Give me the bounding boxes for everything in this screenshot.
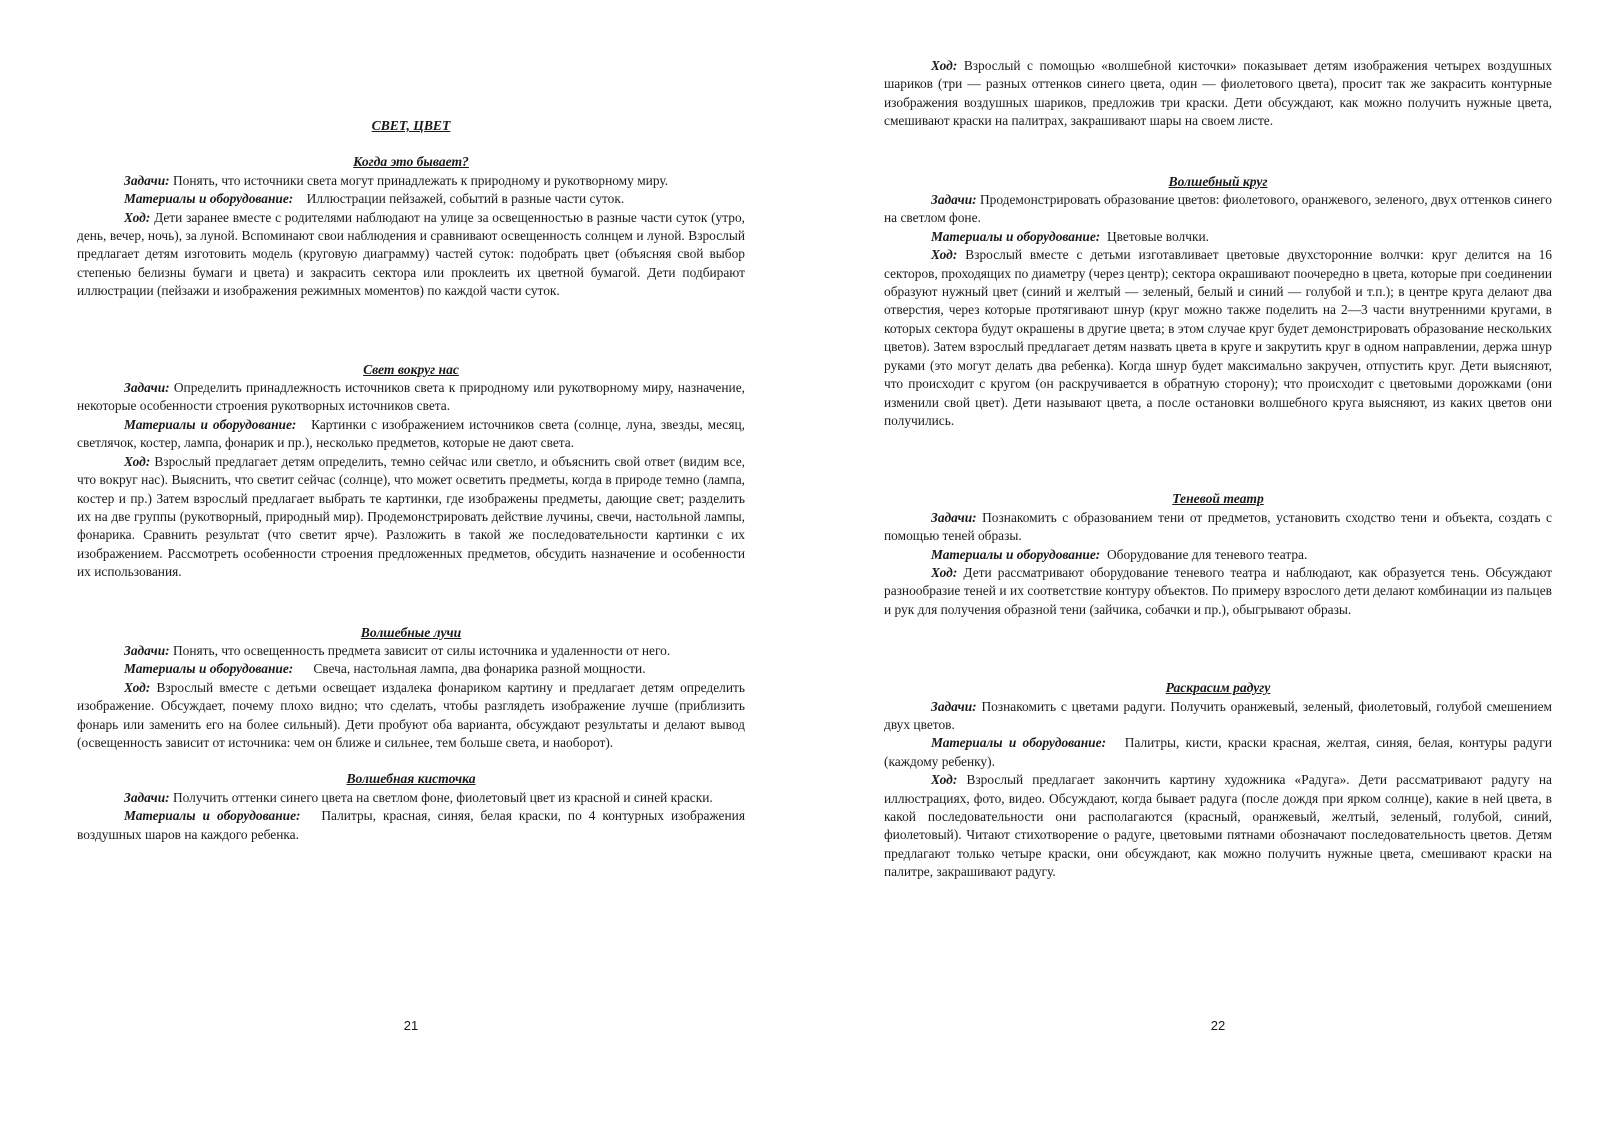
page-number: 22 <box>1210 1018 1226 1033</box>
tasks-paragraph <box>77 789 745 807</box>
procedure-paragraph <box>77 679 745 753</box>
procedure-text: Взрослый предлагает детям определить, темно сейчас или светло, и объяснить свой ответ (видим все, что вокруг нас). Выяснить, что светит сейчас (солнце), что может осветить предметы, когда в природе темно (лампа, костер и пр.) Затем взрослый предлагает выбрать те картинки, где изображены предметы, дающие свет; разделить их на две группы (рукотворный, природный мир). Продемонстрировать действие лучины, свечи, настольной лампы, фонарика. Сравнить результат (что светит ярче). Разложить в такой же последовательности картинки с их изображением. Рассмотреть особенности строения предложенных предметов, обсудить назначение и особенности их использования. <box>77 453 745 580</box>
procedure-label: Ход: <box>124 453 151 469</box>
tasks-paragraph <box>884 191 1552 228</box>
materials-paragraph <box>77 660 745 678</box>
materials-paragraph <box>884 228 1552 246</box>
procedure-label: Ход: <box>931 247 958 263</box>
tasks-text: Познакомить с образованием тени от предметов, установить сходство тени и объекта, создать с помощью теней образы. <box>884 509 1552 544</box>
materials-text: Картинки с изображением источников света (солнце, луна, звезды, месяц, светлячок, костер, лампа, фонарик и пр.), несколько предметов, которые не дают света. <box>77 416 745 451</box>
procedure-paragraph <box>884 771 1552 881</box>
right-page <box>884 0 1552 1127</box>
materials-text: Оборудование для теневого театра. <box>1106 546 1308 562</box>
tasks-label: Задачи: <box>124 642 170 658</box>
procedure-text: Взрослый предлагает закончить картину художника «Радуга». Дети рассматривают радугу на иллюстрациях, фото, видео. Обсуждают, когда бывает радуга (после дождя при ярком солнце), какие в ней цвета, в какой последовательности они располагаются (красный, оранжевый, желтый, зеленый, голубой, синий, фиолетовый). Читают стихотворение о радуге, цветовыми пятнами обозначают последовательность цветов. Детям предлагают только четыре краски, они обсуждают, как можно получить нужные цвета, смешивают краски на палитре, закрашивают радугу. <box>884 772 1552 880</box>
tasks-label: Задачи: <box>124 172 170 188</box>
page-number: 21 <box>403 1018 419 1033</box>
section-title: Свет вокруг нас <box>363 361 459 377</box>
procedure-text: Дети рассматривают оборудование теневого театра и наблюдают, как образуется тень. Обсуждают разнообразие теней и их соответствие контуру объектов. По примеру взрослого дети делают комбинации из пальцев и рук для получения образной тени (зайчика, собачки и пр.), обыгрывают образы. <box>884 564 1552 617</box>
materials-paragraph <box>77 416 745 453</box>
procedure-text: Взрослый вместе с детьми изготавливает цветовые двухсторонние волчки: круг делится на 16 секторов, проходящих по диаметру (через центр); сектора окрашивают поочередно в цвета, которые при соединении образуют нужный цвет (синий и желтый — зеленый, белый и синий — голубой и т.п.); в центре круга делают два отверстия, через которые протягивают шнур (круг можно также поделить на 2—3 части внутренними кругами, в которых сектора будут окрашены в другие цвета; в этом случае круг будет демонстрировать образование нескольких цветов). Затем взрослый предлагает детям назвать цвета в круге и закрутить круг в одном направлении, держа шнур руками (это могут делать два ребенка). Когда шнур будет максимально закручен, отпустить круг. Дети выясняют, что происходит с кругом (он раскручивается в обратную сторону); что происходит с цветовыми дорожками (они изменили свой цвет). Дети называют цвета, а после остановки волшебного круга выясняют, из каких цветов они получились. <box>884 247 1552 428</box>
section-title: Волшебная кисточка <box>346 771 476 787</box>
materials-label: Материалы и оборудование: <box>124 808 301 824</box>
tasks-text: Понять, что источники света могут принадлежать к природному и рукотворному миру. <box>172 172 669 188</box>
procedure-label: Ход: <box>124 679 151 695</box>
procedure-paragraph <box>884 246 1552 430</box>
materials-text: Цветовые волчки. <box>1106 228 1209 244</box>
materials-text: Палитры, кисти, краски красная, желтая, синяя, белая, контуры радуги (каждому ребенку). <box>884 735 1552 769</box>
procedure-paragraph <box>77 209 745 301</box>
tasks-label: Задачи: <box>931 698 977 714</box>
materials-label: Материалы и оборудование: <box>124 191 294 207</box>
tasks-text: Получить оттенки синего цвета на светлом фоне, фиолетовый цвет из красной и синей краски. <box>172 789 713 805</box>
section-title: Волшебные лучи <box>360 624 462 640</box>
procedure-paragraph <box>77 453 745 582</box>
tasks-paragraph <box>77 642 745 660</box>
tasks-label: Задачи: <box>931 192 977 208</box>
procedure-label: Ход: <box>931 772 958 788</box>
materials-text: Иллюстрации пейзажей, событий в разные части суток. <box>306 191 625 207</box>
materials-label: Материалы и оборудование: <box>931 228 1101 244</box>
materials-text: Палитры, красная, синяя, белая краски, по 4 контурных изображения воздушных шаров на каждого ребенка. <box>77 808 745 842</box>
materials-label: Материалы и оборудование: <box>931 735 1107 751</box>
section-title: Теневой театр <box>1172 491 1264 507</box>
tasks-label: Задачи: <box>124 380 170 396</box>
materials-label: Материалы и оборудование: <box>124 416 297 432</box>
procedure-label: Ход: <box>124 209 151 225</box>
chapter-title: СВЕТ, ЦВЕТ <box>371 118 451 133</box>
materials-paragraph <box>884 546 1552 564</box>
materials-label: Материалы и оборудование: <box>124 661 294 677</box>
tasks-paragraph <box>884 509 1552 546</box>
tasks-text: Понять, что освещенность предмета зависит от силы источника и удаленности от него. <box>172 642 671 658</box>
tasks-paragraph <box>77 172 745 190</box>
procedure-label: Ход: <box>931 564 958 580</box>
tasks-text: Познакомить с цветами радуги. Получить оранжевый, зеленый, фиолетовый, голубой смешением двух цветов. <box>884 698 1552 732</box>
section-title: Когда это бывает? <box>353 154 469 170</box>
tasks-label: Задачи: <box>931 509 977 525</box>
materials-text: Свеча, настольная лампа, два фонарика разной мощности. <box>313 661 646 677</box>
procedure-text: Взрослый с помощью «волшебной кисточки» показывает детям изображения четырех воздушных шариков (три — разных оттенков синего цвета, один — фиолетового цвета), просит так же закрасить контурные изображения воздушных шариков, предложив три краски. Дети обсуждают, как можно получить нужные цвета, смешивают краски на палитрах, закрашивают шары на своем листе. <box>884 58 1552 129</box>
materials-paragraph <box>884 734 1552 771</box>
procedure-paragraph <box>884 564 1552 619</box>
procedure-text: Дети заранее вместе с родителями наблюдают на улице за освещенностью в разные части суток (утро, день, вечер, ночь), за луной. Вспоминают свои наблюдения и сравнивают освещенность солнцем и луной. Взрослый предлагает детям изготовить модель (круговую диаграмму) частей суток: подобрать цвет (объясняя свой выбор степенью белизны бумаги и цвета) и закрасить сектора или проклеить их цветной бумагой. Дети подбирают иллюстрации (пейзажи и изображения режимных моментов) по каждой части суток. <box>77 209 745 299</box>
tasks-text: Определить принадлежность источников света к природному или рукотворному миру, назначение, некоторые особенности строения рукотворных источников света. <box>77 380 745 414</box>
tasks-paragraph <box>77 379 745 416</box>
procedure-label: Ход: <box>931 58 958 73</box>
materials-paragraph <box>77 190 745 208</box>
materials-label: Материалы и оборудование: <box>931 546 1101 562</box>
materials-paragraph <box>77 807 745 844</box>
tasks-text: Продемонстрировать образование цветов: фиолетового, оранжевого, зеленого, двух оттенков синего на светлом фоне. <box>884 192 1552 226</box>
section-title: Раскрасим радугу <box>1165 680 1271 696</box>
tasks-label: Задачи: <box>124 789 170 805</box>
procedure-text: Взрослый вместе с детьми освещает издалека фонариком картину и предлагает детям определить изображение. Обсуждает, почему плохо видно; что сделать, чтобы разглядеть изображение лучше (приблизить фонарь или заменить его на более сильный). Дети пробуют оба варианта, обсуждают результаты и делают вывод (освещенность зависит от источника: чем он ближе и сильнее, тем больше света, и наоборот). <box>77 679 745 750</box>
tasks-paragraph <box>884 698 1552 735</box>
left-page <box>77 0 745 1127</box>
section-title: Волшебный круг <box>1168 173 1268 189</box>
procedure-paragraph <box>884 57 1552 131</box>
